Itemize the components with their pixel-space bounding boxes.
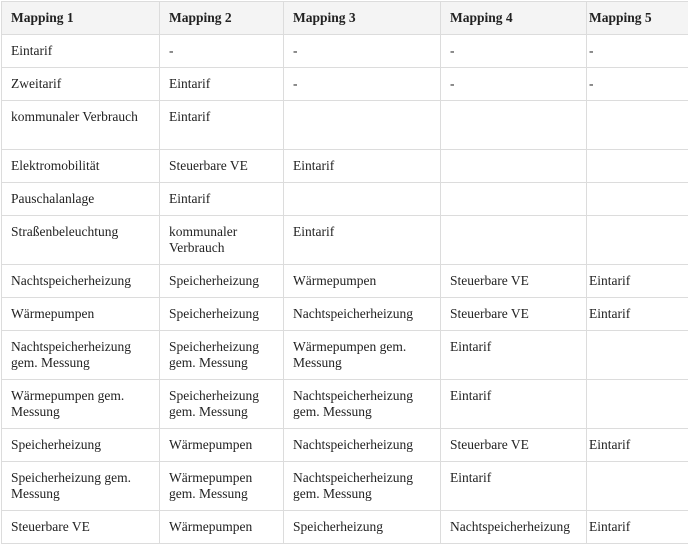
table-cell: Eintarif (160, 183, 284, 216)
table-cell: Straßenbeleuchtung (2, 216, 160, 265)
column-header-mapping-3: Mapping 3 (284, 2, 441, 35)
table-cell: Wärmepumpen gem. Messung (2, 380, 160, 429)
table-cell (587, 331, 688, 380)
table-cell: Eintarif (587, 429, 688, 462)
table-cell: - (587, 35, 688, 68)
column-header-mapping-2: Mapping 2 (160, 2, 284, 35)
table-row (2, 101, 688, 150)
table-cell (284, 183, 441, 216)
table-cell: Eintarif (587, 511, 688, 544)
table-cell (587, 183, 688, 216)
table-cell: Eintarif (587, 265, 688, 298)
column-header-mapping-4: Mapping 4 (441, 2, 587, 35)
table-cell (441, 216, 587, 265)
table-cell: - (284, 68, 441, 101)
table-cell: Eintarif (284, 150, 441, 183)
table-cell: Wärmepumpen (2, 298, 160, 331)
table-row (2, 298, 688, 331)
table-cell: Steuerbare VE (441, 429, 587, 462)
column-header-mapping-5: Mapping 5 (587, 2, 688, 35)
table-cell: Nachtspeicherheizung (284, 298, 441, 331)
table-cell: Eintarif (441, 331, 587, 380)
table-cell: Eintarif (160, 101, 284, 150)
table-row (2, 331, 688, 380)
table-cell (587, 380, 688, 429)
table-cell (441, 101, 587, 150)
table-cell (587, 462, 688, 511)
table-cell: Nachtspeicherheizung (2, 265, 160, 298)
table-cell: Speicherheizung (160, 298, 284, 331)
column-header-mapping-1: Mapping 1 (2, 2, 160, 35)
table-cell: - (284, 35, 441, 68)
table-row (2, 68, 688, 101)
table-cell: Wärmepumpen (160, 511, 284, 544)
table-cell: Steuerbare VE (441, 265, 587, 298)
table-cell: Eintarif (284, 216, 441, 265)
table-cell: kommunaler Verbrauch (160, 216, 284, 265)
table-cell: Wärmepumpen gem. Messung (284, 331, 441, 380)
table-row (2, 183, 688, 216)
table-row (2, 265, 688, 298)
table-cell (587, 150, 688, 183)
table-cell: - (441, 68, 587, 101)
table-cell: Speicherheizung gem. Messung (160, 380, 284, 429)
table-cell (284, 101, 441, 150)
table-cell: Speicherheizung gem. Messung (160, 331, 284, 380)
table-cell: Speicherheizung (284, 511, 441, 544)
table-cell: Wärmepumpen gem. Messung (160, 462, 284, 511)
table-cell: Wärmepumpen (160, 429, 284, 462)
table-cell: Eintarif (587, 298, 688, 331)
table-cell: Steuerbare VE (441, 298, 587, 331)
table-cell (441, 150, 587, 183)
table-cell: Steuerbare VE (2, 511, 160, 544)
table-cell (441, 183, 587, 216)
table-cell: Eintarif (160, 68, 284, 101)
table-cell: Nachtspeicherheizung (284, 429, 441, 462)
table-cell (587, 216, 688, 265)
table-row (2, 429, 688, 462)
table-row (2, 380, 688, 429)
table-cell: Nachtspeicherheizung gem. Messung (2, 331, 160, 380)
table-cell: - (160, 35, 284, 68)
table-cell: Steuerbare VE (160, 150, 284, 183)
table-cell: Elektromobilität (2, 150, 160, 183)
table-cell: Nachtspeicherheizung gem. Messung (284, 462, 441, 511)
table-cell: Pauschalanlage (2, 183, 160, 216)
table-cell: Wärmepumpen (284, 265, 441, 298)
table-cell: Zweitarif (2, 68, 160, 101)
mapping-table (1, 1, 688, 544)
table-cell: Speicherheizung (160, 265, 284, 298)
table-cell: kommunaler Verbrauch (2, 101, 160, 150)
table-cell: Eintarif (441, 462, 587, 511)
table-cell: Nachtspeicherheizung (441, 511, 587, 544)
table-cell: Eintarif (441, 380, 587, 429)
table-row (2, 35, 688, 68)
table-cell: Nachtspeicherheizung gem. Messung (284, 380, 441, 429)
table-row (2, 511, 688, 544)
table-cell: Speicherheizung (2, 429, 160, 462)
table-cell: - (587, 68, 688, 101)
table-row (2, 216, 688, 265)
table-header-row (2, 2, 688, 35)
table-row (2, 150, 688, 183)
table-cell: Speicherheizung gem. Messung (2, 462, 160, 511)
table-cell (587, 101, 688, 150)
table-row (2, 462, 688, 511)
table-cell: - (441, 35, 587, 68)
table-cell: Eintarif (2, 35, 160, 68)
